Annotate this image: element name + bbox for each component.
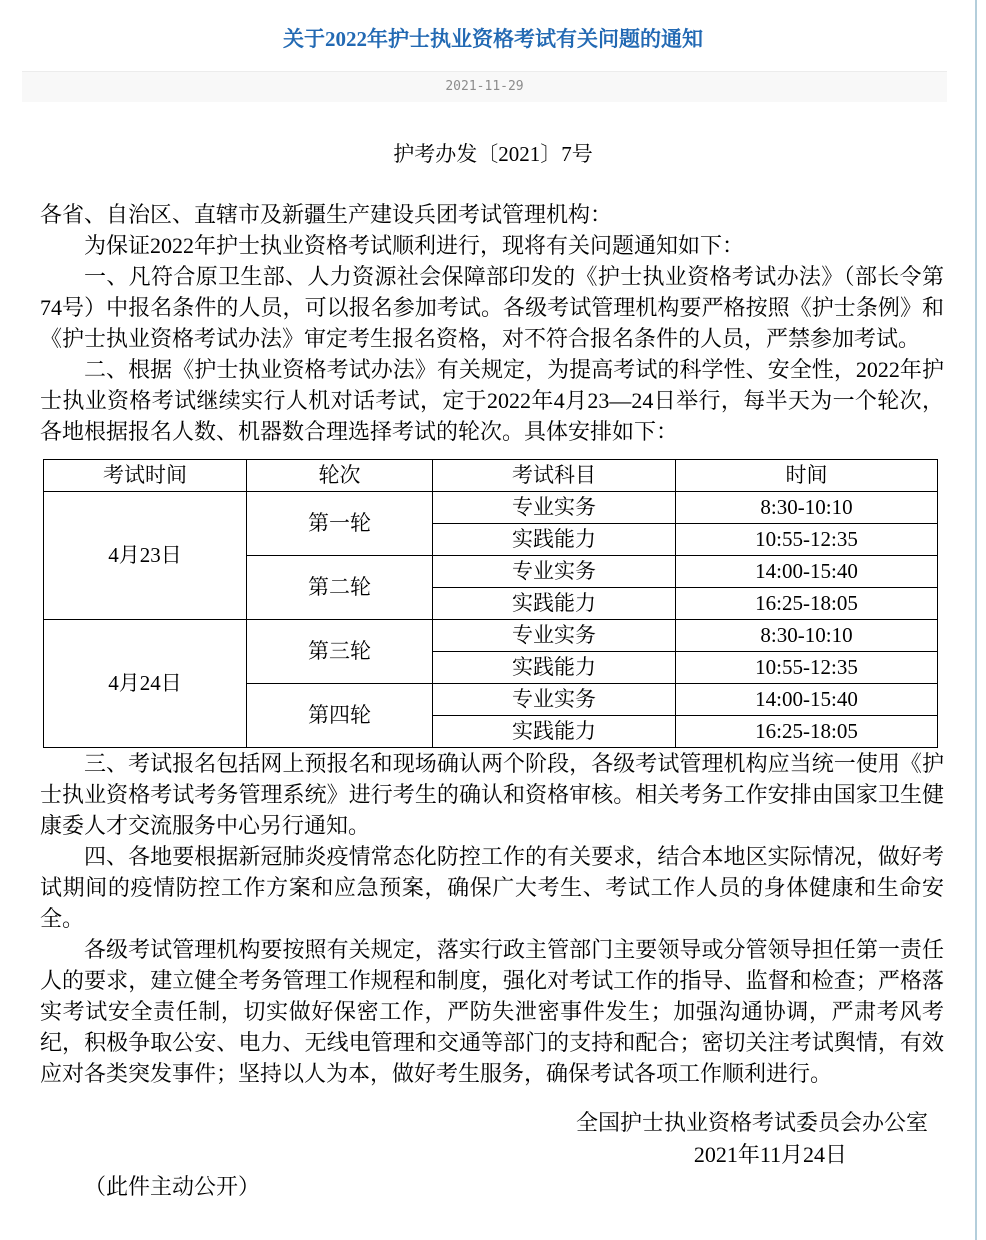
- table-row: [44, 492, 938, 524]
- subject-cell: 专业实务: [433, 492, 676, 524]
- time-cell: 16:25-18:05: [676, 588, 938, 620]
- body-paragraph-intro: 为保证2022年护士执业资格考试顺利进行，现将有关问题通知如下：: [84, 233, 745, 258]
- time-cell: 10:55-12:35: [676, 652, 938, 684]
- closing-date: 2021年11月24日: [693, 1142, 847, 1167]
- subject-cell: 实践能力: [433, 588, 676, 620]
- time-cell: 8:30-10:10: [676, 492, 938, 524]
- notice-body: [40, 199, 944, 1202]
- subject-cell: 实践能力: [433, 652, 676, 684]
- closing-office: 全国护士执业资格考试委员会办公室: [575, 1110, 928, 1135]
- time-cell: 8:30-10:10: [676, 620, 938, 652]
- publish-date-band: [22, 71, 947, 102]
- column-header-exam-date: 考试时间: [44, 460, 247, 492]
- exam-date-cell: 4月23日: [44, 492, 247, 620]
- table-header-row: [44, 460, 938, 492]
- column-header-round: 轮次: [247, 460, 433, 492]
- subject-cell: 专业实务: [433, 556, 676, 588]
- column-header-subject: 考试科目: [433, 460, 676, 492]
- round-cell: 第四轮: [247, 684, 433, 748]
- exam-date-cell: 4月24日: [44, 620, 247, 748]
- body-paragraph-item-3: 三、考试报名包括网上预报名和现场确认两个阶段，各级考试管理机构应当统一使用《护士执业资格考试考务管理系统》进行考生的确认和资格审核。相关考务工作安排由国家卫生健康委人才交流服务中心另行通知。: [40, 751, 944, 838]
- body-paragraph-item-1: 一、凡符合原卫生部、人力资源社会保障部印发的《护士执业资格考试办法》（部长令第74号）中报名条件的人员，可以报名参加考试。各级考试管理机构要严格按照《护士条例》和《护士执业资格考试办法》审定考生报名资格，对不符合报名条件的人员，严禁参加考试。: [40, 264, 944, 351]
- body-paragraph-item-4: 四、各地要根据新冠肺炎疫情常态化防控工作的有关要求，结合本地区实际情况，做好考试期间的疫情防控工作方案和应急预案，确保广大考生、考试工作人员的身体健康和生命安全。: [40, 844, 944, 931]
- table-row: [44, 620, 938, 652]
- subject-cell: 实践能力: [433, 716, 676, 748]
- time-cell: 14:00-15:40: [676, 556, 938, 588]
- subject-cell: 实践能力: [433, 524, 676, 556]
- time-cell: 10:55-12:35: [676, 524, 938, 556]
- round-cell: 第三轮: [247, 620, 433, 684]
- time-cell: 14:00-15:40: [676, 684, 938, 716]
- subject-cell: 专业实务: [433, 684, 676, 716]
- body-paragraph-item-2: 二、根据《护士执业资格考试办法》有关规定，为提高考试的科学性、安全性，2022年护士执业资格考试继续实行人机对话考试，定于2022年4月23—24日举行，每半天为一个轮次，各地根据报名人数、机器数合理选择考试的轮次。具体安排如下：: [40, 357, 944, 444]
- right-border-rule: [975, 0, 977, 1240]
- column-header-time: 时间: [676, 460, 938, 492]
- subject-cell: 专业实务: [433, 620, 676, 652]
- body-paragraph-responsibility: 各级考试管理机构要按照有关规定，落实行政主管部门主要领导或分管领导担任第一责任人的要求，建立健全考务管理工作规程和制度，强化对考试工作的指导、监督和检查；严格落实考试安全责任制，切实做好保密工作，严防失泄密事件发生；加强沟通协调，严肃考风考纪，积极争取公安、电力、无线电管理和交通等部门的支持和配合；密切关注考试舆情，有效应对各类突发事件；坚持以人为本，做好考生服务，确保考试各项工作顺利进行。: [40, 937, 944, 1086]
- exam-schedule-table: [43, 459, 938, 748]
- public-note: （此件主动公开）: [84, 1174, 261, 1199]
- doc-number: 护考办发〔2021〕7号: [393, 142, 593, 166]
- salutation: 各省、自治区、直辖市及新疆生产建设兵团考试管理机构：: [40, 202, 613, 227]
- time-cell: 16:25-18:05: [676, 716, 938, 748]
- closing-block: [40, 1107, 944, 1171]
- round-cell: 第二轮: [247, 556, 433, 620]
- round-cell: 第一轮: [247, 492, 433, 556]
- page-title: 关于2022年护士执业资格考试有关问题的通知: [283, 27, 703, 51]
- publish-date: 2021-11-29: [445, 79, 524, 94]
